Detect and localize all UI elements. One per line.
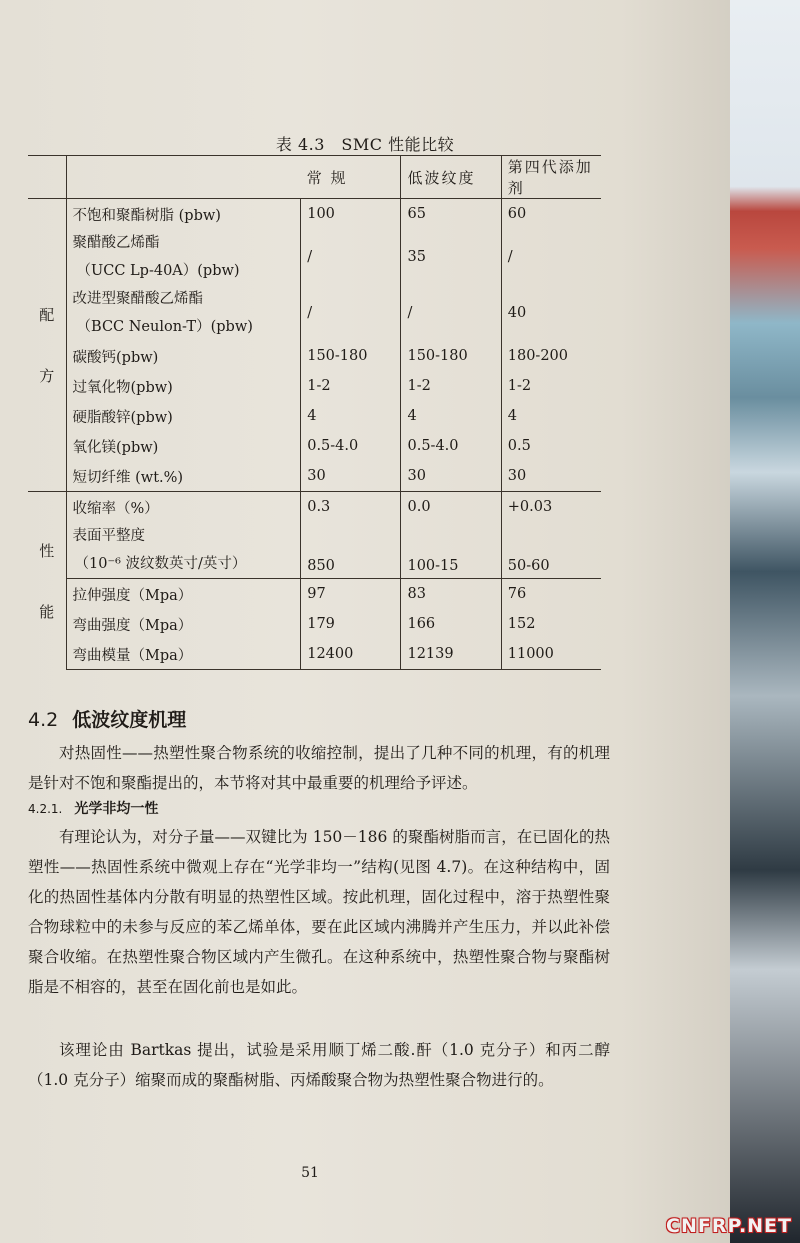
table-row	[28, 609, 601, 639]
cell-value: 150-180	[401, 341, 501, 371]
table-row	[28, 199, 601, 230]
cell-value: 180-200	[501, 341, 601, 371]
cell-value: 0.3	[301, 492, 401, 523]
cell-value: 4	[401, 401, 501, 431]
cell-value: +0.03	[501, 492, 601, 523]
table-title: 表 4.3 SMC 性能比较	[275, 135, 455, 154]
cell-value: 65	[401, 199, 501, 230]
table-row	[28, 285, 601, 341]
paragraph-3: 该理论由 Bartkas 提出，试验是采用顺丁烯二酸.酐（1.0 克分子）和丙二醇（1.0 克分子）缩聚而成的聚酯树脂、丙烯酸聚合物为热塑性聚合物进行的。	[28, 1041, 610, 1089]
cell-value: 11000	[501, 639, 601, 670]
background-photo-strip	[730, 0, 800, 1243]
row-label: 不饱和聚酯树脂 (pbw)	[72, 207, 221, 224]
cell-value: 97	[301, 579, 401, 610]
category-performance: 性 能	[28, 492, 66, 670]
cell-value: 0.5-4.0	[401, 431, 501, 461]
section-heading	[28, 705, 186, 732]
row-label: 短切纤维 (wt.%)	[72, 469, 184, 486]
cell-value: 179	[301, 609, 401, 639]
table-row	[28, 522, 601, 579]
cell-value: 166	[401, 609, 501, 639]
cell-value: 100-15	[401, 522, 501, 579]
row-label: 弯曲强度（Mpa）	[72, 617, 193, 634]
cell-value: 60	[501, 199, 601, 230]
cell-value: 152	[501, 609, 601, 639]
cell-value: /	[301, 285, 401, 341]
cell-value: 1-2	[301, 371, 401, 401]
cell-value: 1-2	[401, 371, 501, 401]
cell-value: 1-2	[501, 371, 601, 401]
row-label: 拉伸强度（Mpa）	[66, 579, 301, 610]
cell-value: /	[301, 229, 401, 285]
cell-value: 83	[401, 579, 501, 610]
cell-value: /	[501, 229, 601, 285]
table-row	[28, 341, 601, 371]
cell-value: /	[401, 285, 501, 341]
cell-value: 12400	[301, 639, 401, 670]
cell-value: 30	[501, 461, 601, 492]
cell-value: 30	[401, 461, 501, 492]
cell-value: 100	[301, 199, 401, 230]
cell-value: 150-180	[301, 341, 401, 371]
row-label: 收缩率（%）	[66, 492, 301, 523]
cell-value: 30	[301, 461, 401, 492]
table-row	[28, 639, 601, 670]
table-row	[28, 401, 601, 431]
section-number: 4.2	[28, 709, 59, 731]
subsection-title: 光学非均一性	[74, 801, 159, 817]
header-fourth-gen: 第四代添加剂	[501, 156, 601, 199]
cell-value: 76	[501, 579, 601, 610]
cell-value: 50-60	[501, 522, 601, 579]
section-title: 低波纹度机理	[72, 709, 187, 731]
page-number: 51	[301, 1165, 319, 1181]
site-watermark: CNFRP.NET	[666, 1215, 792, 1237]
row-label: 硬脂酸锌(pbw)	[72, 409, 173, 426]
row-label: 表面平整度 （10⁻⁶ 波纹数英寸/英寸）	[72, 528, 247, 572]
paragraph-1: 对热固性——热塑性聚合物系统的收缩控制，提出了几种不同的机理，有的机理是针对不饱和聚酯提出的，本节将对其中最重要的机理给予评述。	[28, 744, 610, 792]
cell-value: 12139	[401, 639, 501, 670]
cell-value: 0.5-4.0	[301, 431, 401, 461]
cell-value: 40	[501, 285, 601, 341]
header-conventional: 常 规	[301, 156, 401, 199]
table-row	[28, 431, 601, 461]
table-row	[28, 229, 601, 285]
row-label: 过氧化物(pbw)	[72, 379, 173, 396]
table-row	[28, 371, 601, 401]
header-low-profile: 低波纹度	[401, 156, 501, 199]
paragraph-2: 有理论认为，对分子量——双键比为 150－186 的聚酯树脂而言，在已固化的热塑性——热固性系统中微观上存在“光学非均一”结构(见图 4.7)。在这种结构中，固化的热固性基体内分散有明显的热塑性区域。按此机理，固化过程中，溶于热塑性聚合物球粒中的未参与反应的苯乙烯单体，要在此区域内沸腾并产生压力，并以此补偿聚合收缩。在热塑性聚合物区域内产生微孔。在这种系统中，热塑性聚合物与聚酯树脂是不相容的，甚至在固化前也是如此。	[28, 828, 610, 996]
row-label: 氧化镁(pbw)	[72, 439, 159, 456]
cell-value: 4	[501, 401, 601, 431]
subsection-number: 4.2.1.	[28, 802, 63, 816]
row-label: 碳酸钙(pbw)	[72, 349, 159, 366]
row-label: 改进型聚醋酸乙烯酯 （BCC Neulon-T）(pbw)	[72, 291, 253, 335]
table-row	[28, 579, 601, 610]
cell-value: 850	[301, 522, 401, 579]
table-header-row	[28, 156, 601, 199]
category-formula: 配 方	[28, 199, 66, 492]
smc-comparison-table	[28, 155, 601, 670]
subsection-heading	[28, 798, 158, 818]
row-label: 弯曲模量（Mpa）	[66, 639, 301, 670]
row-label: 聚醋酸乙烯酯 （UCC Lp-40A）(pbw)	[72, 235, 240, 279]
cell-value: 4	[301, 401, 401, 431]
cell-value: 0.0	[401, 492, 501, 523]
table-row	[28, 461, 601, 492]
header-empty	[28, 156, 66, 199]
header-property	[66, 156, 301, 199]
table-row	[28, 492, 601, 523]
cell-value: 35	[401, 229, 501, 285]
cell-value: 0.5	[501, 431, 601, 461]
